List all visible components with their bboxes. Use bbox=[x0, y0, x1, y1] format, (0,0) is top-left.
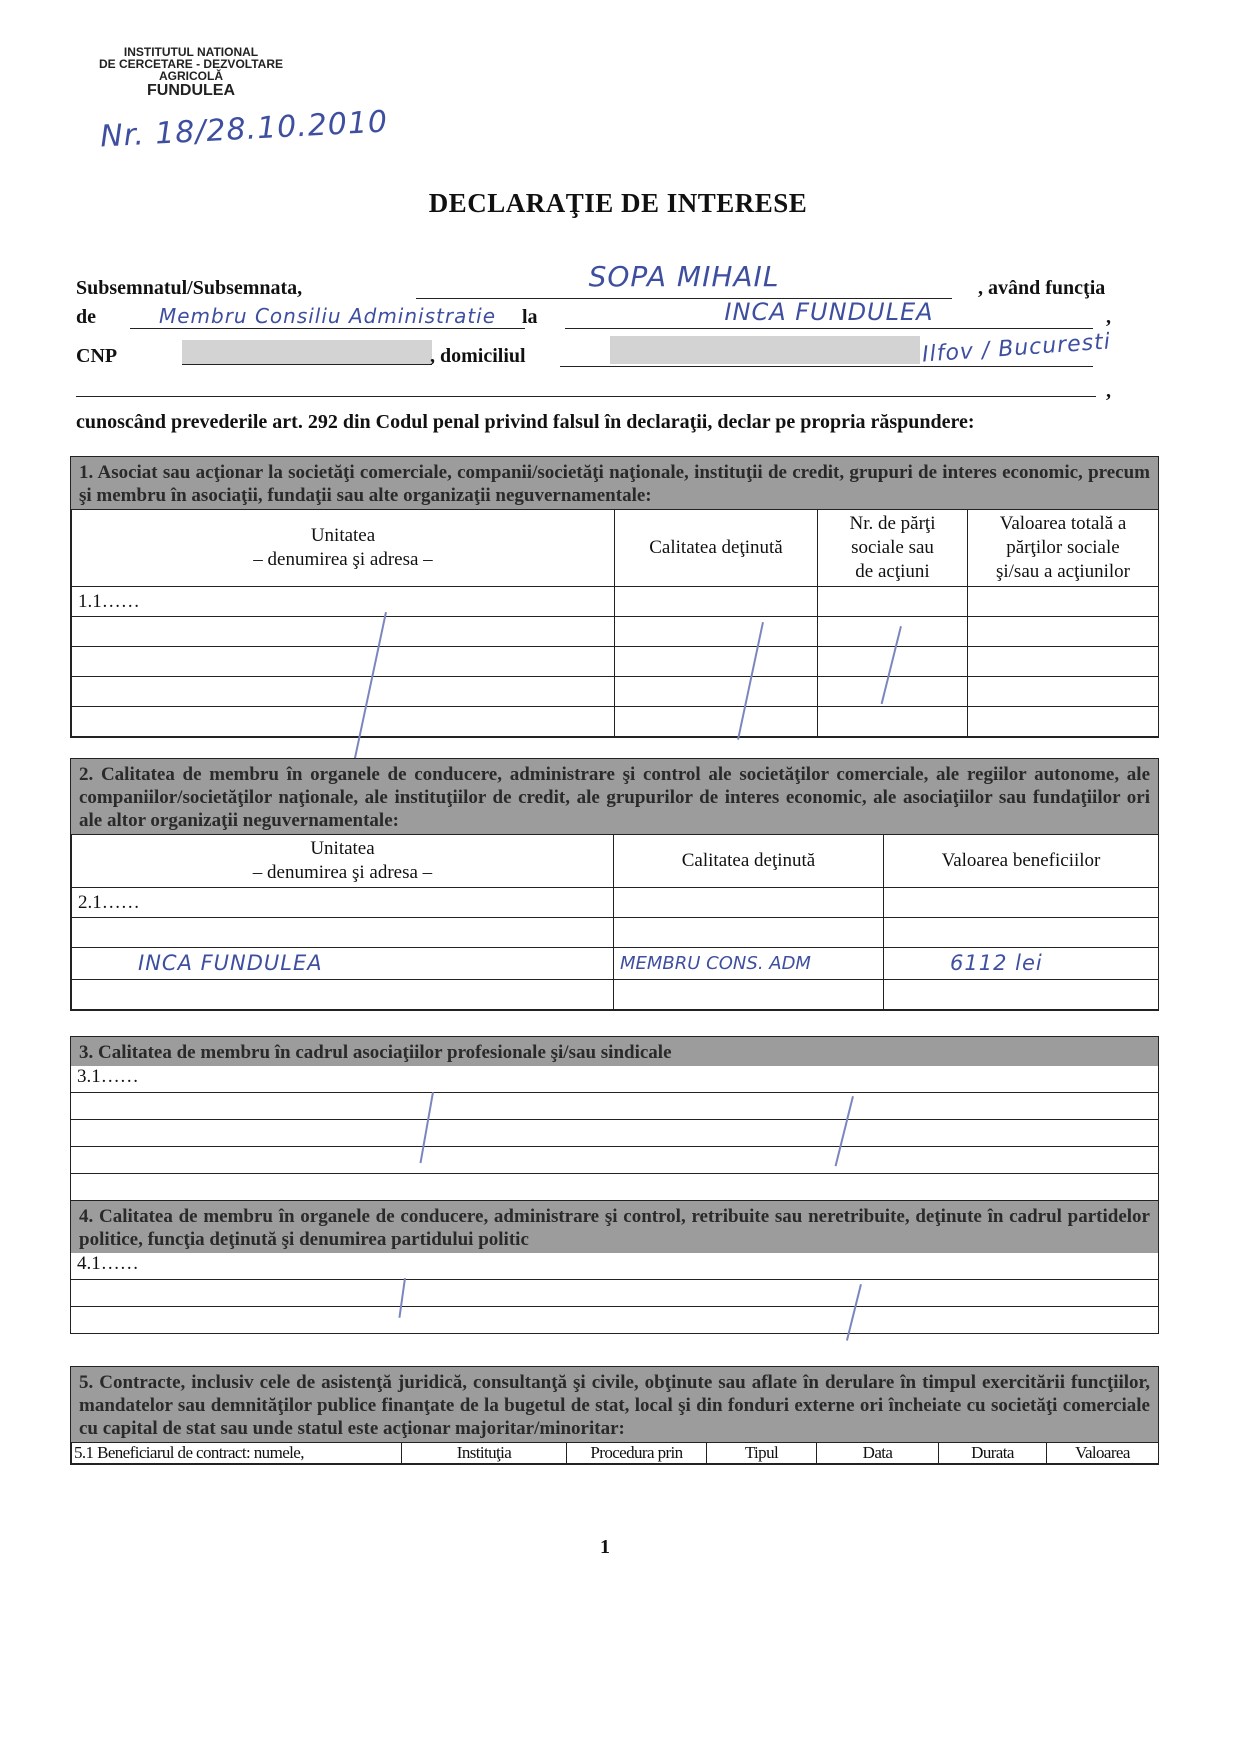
section-3 bbox=[70, 1036, 1159, 1201]
s2-entry-unit: INCA FUNDULEA bbox=[138, 951, 323, 975]
table-cell bbox=[968, 587, 1159, 617]
s2-entry-calitate: MEMBRU CONS. ADM bbox=[620, 952, 811, 974]
table-cell bbox=[884, 888, 1159, 918]
address-continuation-line bbox=[76, 372, 1096, 397]
table-cell bbox=[614, 888, 884, 918]
s1-col-valoare bbox=[968, 510, 1159, 587]
statement: cunoscând prevederile art. 292 din Codul penal privind falsul în declaraţii, declar pe propria răspundere: bbox=[76, 411, 975, 433]
s2-row-label: 2.1…… bbox=[72, 888, 614, 918]
s1-col-unit-1: Unitatea bbox=[310, 525, 376, 546]
table-row bbox=[71, 1173, 1158, 1200]
table-cell bbox=[615, 677, 818, 707]
name-line bbox=[416, 260, 952, 299]
table-cell bbox=[818, 707, 968, 737]
table-cell bbox=[72, 647, 615, 677]
table-cell bbox=[72, 918, 614, 948]
s1-col-valoare-2: părţilor sociale bbox=[1006, 537, 1120, 558]
table-cell bbox=[614, 980, 884, 1010]
cnp-line bbox=[182, 340, 432, 365]
s2-col-unit bbox=[72, 835, 614, 888]
s4-row-label: 4.1…… bbox=[77, 1253, 139, 1274]
name-value: SOPA MIHAIL bbox=[588, 260, 780, 293]
s2-entry-valoare-cell bbox=[884, 948, 1159, 980]
s5-col-institutia: Instituţia bbox=[402, 1443, 567, 1464]
table-cell bbox=[818, 677, 968, 707]
s1-col-parti-1: Nr. de părţi bbox=[849, 513, 936, 534]
table-row bbox=[71, 1306, 1158, 1333]
s5-col-tipul: Tipul bbox=[707, 1443, 817, 1464]
section-3-lines bbox=[71, 1066, 1158, 1200]
stamp-line-3: AGRICOLĂ bbox=[159, 69, 223, 83]
stamp-line-4: FUNDULEA bbox=[147, 82, 235, 99]
section-1 bbox=[70, 456, 1159, 738]
table-cell bbox=[615, 617, 818, 647]
domiciliul-label: , domiciliul bbox=[430, 345, 526, 367]
document-title: DECLARAŢIE DE INTERESE bbox=[428, 188, 808, 218]
locality-value: Ilfov / Bucuresti bbox=[921, 329, 1112, 368]
functia-value: Membru Consiliu Administratie bbox=[158, 304, 497, 328]
section-4-heading: 4. Calitatea de membru în organele de conducere, administrare şi control, retribuite sau neretribuite, deţinute în cadrul partidelor politice, funcţia deţinută şi denumirea partidului politic bbox=[71, 1201, 1158, 1253]
functia-line bbox=[130, 304, 525, 329]
s1-col-valoare-1: Valoarea totală a bbox=[999, 513, 1127, 534]
table-cell bbox=[968, 677, 1159, 707]
s5-col-valoarea: Valoarea bbox=[1047, 1443, 1159, 1464]
table-row bbox=[71, 1119, 1158, 1146]
s2-col-calitate: Calitatea deţinută bbox=[614, 835, 884, 888]
comma-1: , bbox=[1106, 306, 1111, 328]
table-cell bbox=[968, 647, 1159, 677]
la-label: la bbox=[522, 306, 538, 328]
s2-entry-valoare: 6112 lei bbox=[950, 951, 1043, 975]
table-row bbox=[71, 1092, 1158, 1119]
table-cell bbox=[72, 677, 615, 707]
table-cell bbox=[615, 587, 818, 617]
s1-col-parti bbox=[818, 510, 968, 587]
page-number: 1 bbox=[600, 1536, 610, 1558]
section-5-heading: 5. Contracte, inclusiv cele de asistenţă juridică, consultanţă şi civile, obţinute sau aflate în derulare în timpul exercitării funcţiilor, mandatelor sau demnităţilor publice finanţate de la bugetul de stat, local şi din fonduri externe ori încheiate cu societăţi comerciale cu capital de stat sau unde statul este acţionar majoritar/minoritar: bbox=[71, 1367, 1158, 1442]
institution-value: INCA FUNDULEA bbox=[724, 298, 934, 326]
avand-functia-label: , având funcţia bbox=[978, 277, 1106, 299]
section-5-table bbox=[71, 1442, 1159, 1464]
s1-col-unit-2: – denumirea şi adresa – bbox=[253, 549, 433, 570]
table-cell bbox=[968, 617, 1159, 647]
s2-col-unit-2: – denumirea şi adresa – bbox=[252, 862, 433, 883]
section-2-table bbox=[71, 834, 1159, 1010]
s2-col-unit-1: Unitatea bbox=[310, 838, 375, 859]
s1-col-calitate: Calitatea deţinută bbox=[615, 510, 818, 587]
comma-2: , bbox=[1106, 380, 1111, 402]
table-cell bbox=[884, 918, 1159, 948]
s5-col-procedura: Procedura prin bbox=[567, 1443, 707, 1464]
s1-row-label: 1.1…… bbox=[72, 587, 615, 617]
s2-entry-unit-cell bbox=[72, 948, 614, 980]
institution-line bbox=[565, 300, 1093, 329]
table-cell bbox=[72, 980, 614, 1010]
s2-entry-calitate-cell bbox=[614, 948, 884, 980]
subsemnatul-label: Subsemnatul/Subsemnata, bbox=[76, 277, 303, 299]
section-2 bbox=[70, 758, 1159, 1011]
table-cell bbox=[968, 707, 1159, 737]
section-5 bbox=[70, 1366, 1159, 1465]
s5-col-data: Data bbox=[817, 1443, 939, 1464]
stamp-line-2: DE CERCETARE - DEZVOLTARE bbox=[98, 57, 283, 71]
registration-number: Nr. 18/28.10.2010 bbox=[99, 104, 389, 155]
table-cell bbox=[818, 587, 968, 617]
section-3-heading: 3. Calitatea de membru în cadrul asociaţiilor profesionale şi/sau sindicale bbox=[71, 1037, 1158, 1066]
s2-col-valoare: Valoarea beneficiilor bbox=[884, 835, 1159, 888]
s3-row-label: 3.1…… bbox=[77, 1066, 139, 1087]
s5-col-durata: Durata bbox=[939, 1443, 1047, 1464]
s1-col-unit bbox=[72, 510, 615, 587]
de-label: de bbox=[76, 306, 96, 328]
table-row bbox=[71, 1279, 1158, 1306]
section-2-heading: 2. Calitatea de membru în organele de conducere, administrare şi control ale societăţilor comerciale, ale regiilor autonome, ale companiilor/societăţilor naţionale, ale instituţiilor de credit, ale grupurilor de interes economic, ale asociaţiilor sau fundaţiilor ori ale altor organizaţii neguvernamentale: bbox=[71, 759, 1158, 834]
institution-stamp bbox=[86, 46, 296, 100]
table-cell bbox=[615, 707, 818, 737]
table-cell bbox=[884, 980, 1159, 1010]
table-cell bbox=[72, 707, 615, 737]
table-row bbox=[71, 1146, 1158, 1173]
stamp-line-1: INSTITUTUL NATIONAL bbox=[123, 45, 259, 59]
section-4 bbox=[70, 1200, 1159, 1334]
section-1-heading: 1. Asociat sau acţionar la societăţi comerciale, companii/societăţi naţionale, instituţii de credit, grupuri de interes economic, precum şi membru în asociaţii, fundaţii sau alte organizaţii neguvernamentale: bbox=[71, 457, 1158, 509]
s1-col-parti-3: de acţiuni bbox=[855, 561, 930, 582]
s5-col-beneficiar: 5.1 Beneficiarul de contract: numele, bbox=[72, 1443, 402, 1464]
section-4-lines bbox=[71, 1253, 1158, 1333]
table-cell bbox=[818, 617, 968, 647]
table-cell bbox=[614, 918, 884, 948]
section-1-table bbox=[71, 509, 1159, 737]
s1-col-parti-2: sociale sau bbox=[851, 537, 934, 558]
cnp-label: CNP bbox=[76, 345, 118, 367]
s1-col-valoare-3: şi/sau a acţiunilor bbox=[995, 561, 1131, 582]
table-cell bbox=[72, 617, 615, 647]
table-cell bbox=[615, 647, 818, 677]
